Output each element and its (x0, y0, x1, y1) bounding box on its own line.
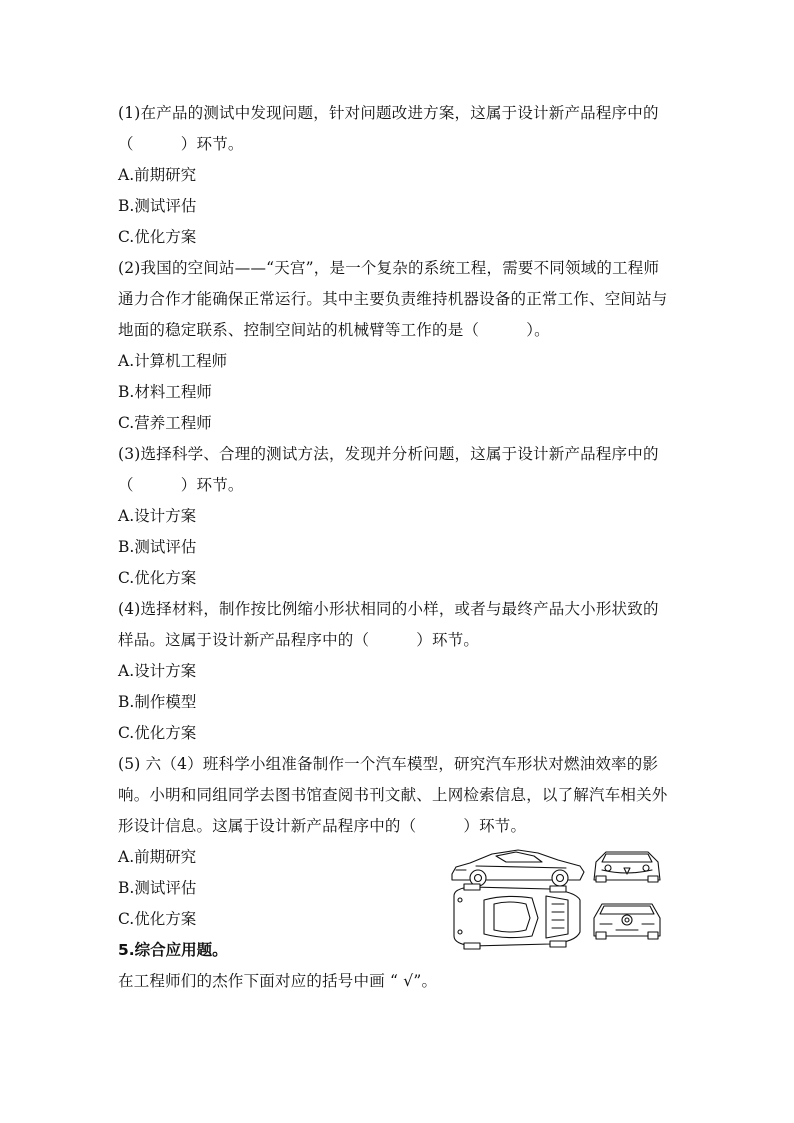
question-text-line: (2)我国的空间站——“天宫”，是一个复杂的系统工程，需要不同领域的工程师 (118, 259, 660, 277)
question-text-line: 通力合作才能确保正常运行。其中主要负责维持机器设备的正常工作、空间站与 (118, 290, 668, 308)
option-b: B.测试评估 (118, 197, 197, 215)
option-b: B.制作模型 (118, 693, 197, 711)
section-heading: 5.综合应用题。 (118, 941, 228, 959)
option-a: A.设计方案 (118, 507, 197, 525)
question-text-line: （ ）环节。 (118, 135, 244, 153)
question-text-line: 地面的稳定联系、控制空间站的机械臂等工作的是（ ）。 (118, 321, 550, 339)
option-b: B.材料工程师 (118, 383, 212, 401)
option-a: A.前期研究 (118, 848, 197, 866)
option-b: B.测试评估 (118, 538, 197, 556)
car-rear-view (594, 904, 660, 939)
question-1 (118, 98, 680, 253)
question-text-line: 响。小明和同组同学去图书馆查阅书刊文献、上网检索信息，以了解汽车相关外 (118, 786, 668, 804)
option-b: B.测试评估 (118, 879, 197, 897)
option-c: C.优化方案 (118, 228, 197, 246)
car-blueprint-illustration (446, 840, 672, 960)
question-3 (118, 439, 680, 594)
car-front-view (594, 852, 660, 882)
question-2 (118, 253, 680, 439)
question-text-line: 样品。这属于设计新产品程序中的（ ）环节。 (118, 631, 480, 649)
question-text-line: (5) 六（4）班科学小组准备制作一个汽车模型，研究汽车形状对燃油效率的影 (118, 755, 659, 773)
option-c: C.营养工程师 (118, 414, 212, 432)
question-text-line: (4)选择材料，制作按比例缩小形状相同的小样，或者与最终产品大小形状致的 (118, 600, 659, 618)
car-side-view (452, 850, 584, 886)
question-text-line: (1)在产品的测试中发现问题，针对问题改进方案，这属于设计新产品程序中的 (118, 104, 659, 122)
question-4 (118, 594, 680, 749)
question-text-line: （ ）环节。 (118, 476, 244, 494)
option-c: C.优化方案 (118, 724, 197, 742)
question-text-line: 形设计信息。这属于设计新产品程序中的（ ）环节。 (118, 817, 527, 835)
option-a: A.计算机工程师 (118, 352, 228, 370)
option-a: A.设计方案 (118, 662, 197, 680)
option-c: C.优化方案 (118, 910, 197, 928)
section-instruction: 在工程师们的杰作下面对应的括号中画 “ √”。 (118, 972, 438, 990)
car-top-view (454, 884, 580, 949)
option-c: C.优化方案 (118, 569, 197, 587)
option-a: A.前期研究 (118, 166, 197, 184)
question-text-line: (3)选择科学、合理的测试方法，发现并分析问题，这属于设计新产品程序中的 (118, 445, 659, 463)
